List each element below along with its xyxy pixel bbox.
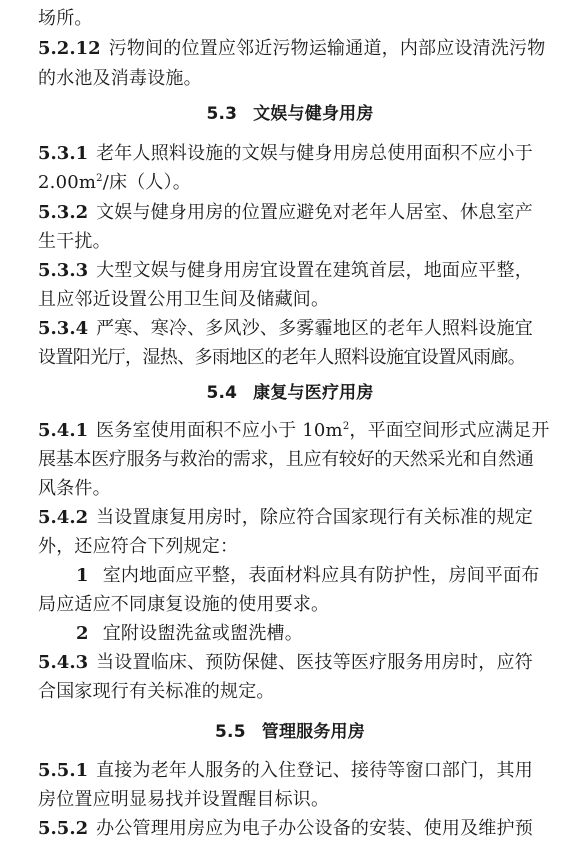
section-heading-5-4 [38, 380, 542, 406]
clause-5-5-2 [38, 816, 542, 842]
clause-5-3-1 [38, 141, 542, 167]
clause-text: 严寒、寒冷、多风沙、多雾霾地区的老年人照料设施宜 [96, 318, 533, 339]
text-line: 局应适应不同康复设施的使用要求。 [38, 594, 330, 615]
clause-text: 直接为老年人服务的入住登记、接待等窗口部门，其用 [96, 760, 533, 781]
text-line: 设置阳光厅，湿热、多雨地区的老年人照料设施宜设置风雨廊。 [38, 347, 526, 368]
clause-number: 5.5.1 [38, 760, 89, 781]
clause-text: 当设置康复用房时，除应符合国家现行有关标准的规定 [96, 507, 533, 528]
clause-text: 老年人照料设施的文娱与健身用房总使用面积不应小于 [96, 143, 533, 164]
clause-5-3-2 [38, 200, 542, 226]
section-title: 管理服务用房 [261, 722, 365, 742]
clause-text: 文娱与健身用房的位置应避免对老年人居室、休息室产 [96, 202, 533, 223]
list-item-2: 2 宜附设盥洗盆或盥洗槽。 [76, 623, 303, 644]
clause-number: 5.3.4 [38, 318, 89, 339]
text-line: 展基本医疗服务与救治的需求，且应有较好的天然采光和自然通 [38, 449, 534, 470]
section-title: 康复与医疗用房 [253, 383, 374, 403]
clause-number: 5.2.12 [38, 38, 101, 59]
clause-text: 办公管理用房应为电子办公设备的安装、使用及维护预 [96, 818, 533, 839]
clause-5-3-3 [38, 258, 542, 284]
clause-text: 大型文娱与健身用房宜设置在建筑首层，地面应平整， [96, 260, 533, 281]
section-number: 5.3 [206, 104, 238, 124]
clause-5-4-3 [38, 650, 542, 676]
clause-text: 污物间的位置应邻近污物运输通道，内部应设清洗污物 [108, 38, 546, 59]
clause-number: 5.3.1 [38, 143, 89, 164]
item-number: 1 [76, 565, 89, 586]
clause-number: 5.4.2 [38, 507, 89, 528]
clause-number: 5.5.2 [38, 818, 89, 839]
clause-5-4-1: 5.4.1 医务室使用面积不应小于 $10m^2$，平面空间形式应满足开 [38, 420, 550, 441]
text-line: 场所。 [38, 8, 93, 29]
text-line: 风条件。 [38, 478, 111, 499]
item-number: 2 [76, 623, 89, 644]
clause-number: 5.4.1 [38, 420, 89, 441]
clause-text: 当设置临床、预防保健、医技等医疗服务用房时，应符 [96, 652, 533, 673]
section-heading-5-5 [38, 719, 542, 745]
clause-number: 5.3.3 [38, 260, 89, 281]
section-number: 5.5 [215, 722, 246, 742]
text-line: 生干扰。 [38, 231, 111, 252]
clause-number: 5.4.3 [38, 652, 89, 673]
clause-5-4-2 [38, 505, 542, 531]
text-line: 房位置应明显易找并设置醒目标识。 [38, 789, 330, 810]
clause-5-2-12 [38, 36, 546, 62]
section-heading-5-3 [38, 101, 542, 127]
text-line: 且应邻近设置公用卫生间及储藏间。 [38, 289, 330, 310]
section-title: 文娱与健身用房 [253, 104, 374, 124]
text-line: 的水池及消毒设施。 [38, 68, 202, 89]
clause-5-5-1 [38, 758, 542, 784]
list-item-1: 1 室内地面应平整，表面材料应具有防护性，房间平面布 [76, 565, 540, 586]
clause-number: 5.3.2 [38, 202, 89, 223]
text-line: 合国家现行有关标准的规定。 [38, 681, 275, 702]
clause-5-3-4 [38, 316, 542, 342]
text-line: $2.00m^2/$床（人）。 [38, 172, 191, 193]
text-line: 外，还应符合下列规定： [38, 536, 239, 557]
section-number: 5.4 [206, 383, 238, 403]
